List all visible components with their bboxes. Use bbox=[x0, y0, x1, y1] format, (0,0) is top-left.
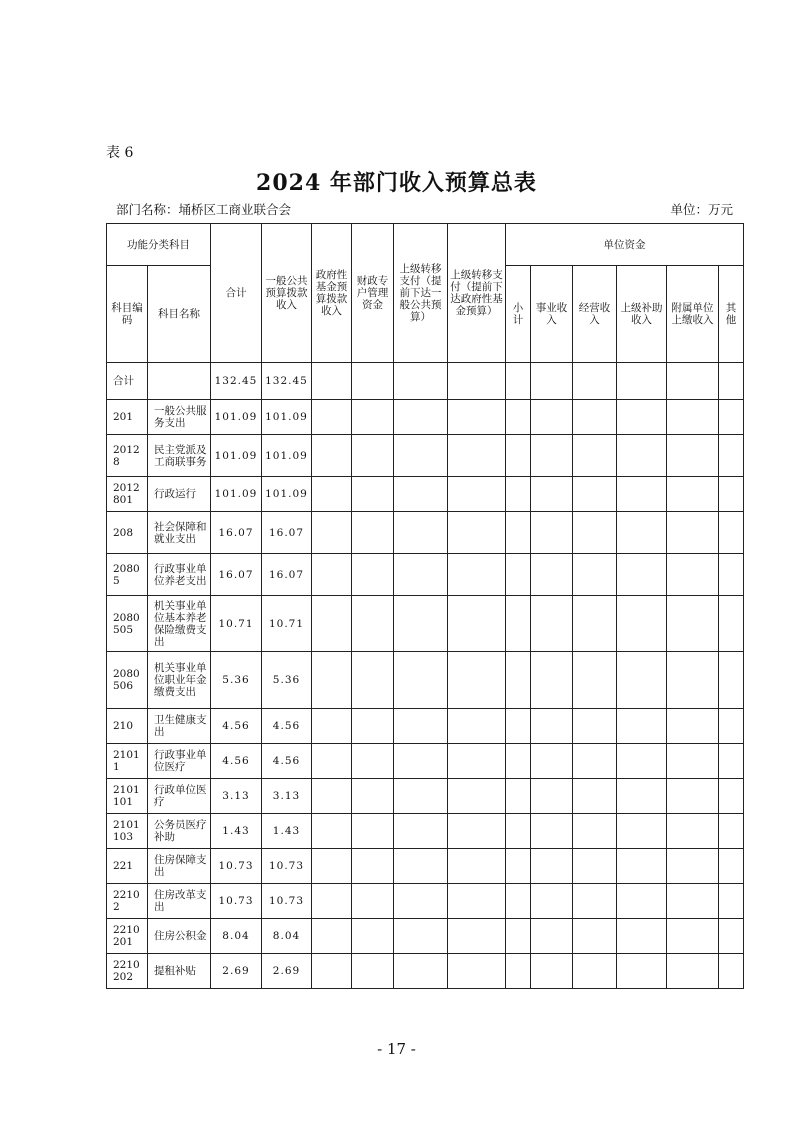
row-code: 22102 bbox=[107, 884, 148, 919]
header-category-group: 功能分类科目 bbox=[107, 224, 211, 266]
row-transfer-gov-fund bbox=[448, 814, 506, 849]
row-fiscal-special bbox=[352, 596, 394, 652]
row-total: 10.71 bbox=[211, 596, 262, 652]
row-business-income bbox=[531, 435, 573, 477]
row-name: 住房改革支出 bbox=[148, 884, 211, 919]
row-general-budget: 16.07 bbox=[262, 512, 312, 554]
row-code: 2080505 bbox=[107, 596, 148, 652]
row-other bbox=[719, 814, 744, 849]
row-business-income bbox=[531, 512, 573, 554]
row-name: 公务员医疗补助 bbox=[148, 814, 211, 849]
row-upper-subsidy bbox=[617, 363, 667, 400]
row-subtotal bbox=[506, 709, 531, 744]
row-fiscal-special bbox=[352, 919, 394, 954]
table-row bbox=[107, 512, 744, 554]
row-general-budget: 101.09 bbox=[262, 477, 312, 512]
row-business-income bbox=[531, 596, 573, 652]
row-gov-fund bbox=[312, 477, 352, 512]
row-transfer-gov-fund bbox=[448, 744, 506, 779]
row-business-income bbox=[531, 919, 573, 954]
row-upper-subsidy bbox=[617, 884, 667, 919]
row-affiliated-income bbox=[667, 596, 719, 652]
row-transfer-general bbox=[394, 884, 448, 919]
header-operating-income: 经营收入 bbox=[573, 266, 617, 363]
row-subtotal bbox=[506, 554, 531, 596]
header-fiscal-special: 财政专户管理资金 bbox=[352, 224, 394, 363]
row-fiscal-special bbox=[352, 435, 394, 477]
row-business-income bbox=[531, 849, 573, 884]
row-gov-fund bbox=[312, 849, 352, 884]
row-total: 132.45 bbox=[211, 363, 262, 400]
row-gov-fund bbox=[312, 435, 352, 477]
row-name: 行政运行 bbox=[148, 477, 211, 512]
row-total: 4.56 bbox=[211, 744, 262, 779]
row-operating-income bbox=[573, 652, 617, 709]
page-title: 2024 年部门收入预算总表 bbox=[256, 170, 537, 196]
row-business-income bbox=[531, 814, 573, 849]
row-total: 101.09 bbox=[211, 435, 262, 477]
row-fiscal-special bbox=[352, 849, 394, 884]
row-name: 社会保障和就业支出 bbox=[148, 512, 211, 554]
row-code: 208 bbox=[107, 512, 148, 554]
row-fiscal-special bbox=[352, 779, 394, 814]
row-affiliated-income bbox=[667, 709, 719, 744]
row-total: 3.13 bbox=[211, 779, 262, 814]
row-upper-subsidy bbox=[617, 477, 667, 512]
row-affiliated-income bbox=[667, 435, 719, 477]
row-gov-fund bbox=[312, 596, 352, 652]
row-transfer-general bbox=[394, 652, 448, 709]
row-operating-income bbox=[573, 884, 617, 919]
row-code: 20128 bbox=[107, 435, 148, 477]
row-other bbox=[719, 849, 744, 884]
row-fiscal-special bbox=[352, 884, 394, 919]
row-code: 210 bbox=[107, 709, 148, 744]
row-gov-fund bbox=[312, 512, 352, 554]
row-subtotal bbox=[506, 512, 531, 554]
table-row bbox=[107, 596, 744, 652]
row-gov-fund bbox=[312, 954, 352, 989]
row-fiscal-special bbox=[352, 554, 394, 596]
row-transfer-gov-fund bbox=[448, 554, 506, 596]
department-name: 部门名称：埇桥区工商业联合会 bbox=[116, 202, 292, 217]
row-business-income bbox=[531, 652, 573, 709]
row-subtotal bbox=[506, 884, 531, 919]
row-transfer-gov-fund bbox=[448, 512, 506, 554]
table-label: 表 6 bbox=[106, 145, 134, 161]
row-other bbox=[719, 779, 744, 814]
table-row bbox=[107, 884, 744, 919]
row-name: 卫生健康支出 bbox=[148, 709, 211, 744]
row-operating-income bbox=[573, 512, 617, 554]
row-business-income bbox=[531, 477, 573, 512]
table-row bbox=[107, 435, 744, 477]
row-other bbox=[719, 744, 744, 779]
row-name: 行政事业单位医疗 bbox=[148, 744, 211, 779]
row-name: 机关事业单位基本养老保险缴费支出 bbox=[148, 596, 211, 652]
row-code: 2101101 bbox=[107, 779, 148, 814]
row-gov-fund bbox=[312, 744, 352, 779]
row-code: 2210202 bbox=[107, 954, 148, 989]
row-upper-subsidy bbox=[617, 779, 667, 814]
budget-table bbox=[106, 223, 744, 989]
row-gov-fund bbox=[312, 814, 352, 849]
row-total: 4.56 bbox=[211, 709, 262, 744]
row-general-budget: 4.56 bbox=[262, 709, 312, 744]
row-upper-subsidy bbox=[617, 954, 667, 989]
row-transfer-general bbox=[394, 363, 448, 400]
row-general-budget: 5.36 bbox=[262, 652, 312, 709]
table-row bbox=[107, 814, 744, 849]
row-code: 221 bbox=[107, 849, 148, 884]
row-general-budget: 2.69 bbox=[262, 954, 312, 989]
table-row bbox=[107, 954, 744, 989]
row-affiliated-income bbox=[667, 884, 719, 919]
row-transfer-gov-fund bbox=[448, 779, 506, 814]
row-upper-subsidy bbox=[617, 512, 667, 554]
row-general-budget: 10.71 bbox=[262, 596, 312, 652]
row-code: 201 bbox=[107, 400, 148, 435]
row-upper-subsidy bbox=[617, 400, 667, 435]
table-row bbox=[107, 363, 744, 400]
header-code: 科目编码 bbox=[107, 266, 148, 363]
row-affiliated-income bbox=[667, 919, 719, 954]
table-row bbox=[107, 709, 744, 744]
row-subtotal bbox=[506, 744, 531, 779]
row-business-income bbox=[531, 400, 573, 435]
row-operating-income bbox=[573, 919, 617, 954]
row-code: 2210201 bbox=[107, 919, 148, 954]
row-transfer-gov-fund bbox=[448, 400, 506, 435]
row-operating-income bbox=[573, 477, 617, 512]
table-row bbox=[107, 779, 744, 814]
row-other bbox=[719, 596, 744, 652]
row-total: 8.04 bbox=[211, 919, 262, 954]
row-gov-fund bbox=[312, 709, 352, 744]
row-name: 机关事业单位职业年金缴费支出 bbox=[148, 652, 211, 709]
row-general-budget: 101.09 bbox=[262, 400, 312, 435]
row-total: 1.43 bbox=[211, 814, 262, 849]
row-affiliated-income bbox=[667, 849, 719, 884]
row-gov-fund bbox=[312, 363, 352, 400]
row-subtotal bbox=[506, 954, 531, 989]
row-subtotal bbox=[506, 919, 531, 954]
row-other bbox=[719, 884, 744, 919]
table-row bbox=[107, 477, 744, 512]
row-operating-income bbox=[573, 849, 617, 884]
row-business-income bbox=[531, 884, 573, 919]
row-operating-income bbox=[573, 744, 617, 779]
row-transfer-general bbox=[394, 596, 448, 652]
row-subtotal bbox=[506, 652, 531, 709]
row-gov-fund bbox=[312, 554, 352, 596]
header-unit-funds: 单位资金 bbox=[506, 224, 744, 266]
row-subtotal bbox=[506, 814, 531, 849]
row-name: 住房保障支出 bbox=[148, 849, 211, 884]
row-business-income bbox=[531, 554, 573, 596]
row-fiscal-special bbox=[352, 477, 394, 512]
row-transfer-general bbox=[394, 400, 448, 435]
row-transfer-general bbox=[394, 435, 448, 477]
row-upper-subsidy bbox=[617, 435, 667, 477]
table-row bbox=[107, 919, 744, 954]
row-general-budget: 16.07 bbox=[262, 554, 312, 596]
table-row bbox=[107, 849, 744, 884]
row-operating-income bbox=[573, 400, 617, 435]
page-number: - 17 - bbox=[377, 1040, 416, 1058]
row-transfer-gov-fund bbox=[448, 477, 506, 512]
row-affiliated-income bbox=[667, 512, 719, 554]
row-transfer-gov-fund bbox=[448, 652, 506, 709]
row-other bbox=[719, 400, 744, 435]
header-name: 科目名称 bbox=[148, 266, 211, 363]
row-transfer-general bbox=[394, 477, 448, 512]
row-fiscal-special bbox=[352, 400, 394, 435]
header-subtotal: 小计 bbox=[506, 266, 531, 363]
row-general-budget: 3.13 bbox=[262, 779, 312, 814]
header-upper-subsidy: 上级补助收入 bbox=[617, 266, 667, 363]
row-general-budget: 132.45 bbox=[262, 363, 312, 400]
row-total: 16.07 bbox=[211, 512, 262, 554]
row-fiscal-special bbox=[352, 709, 394, 744]
table-row bbox=[107, 400, 744, 435]
row-transfer-general bbox=[394, 709, 448, 744]
row-general-budget: 10.73 bbox=[262, 849, 312, 884]
header-transfer-gov-fund: 上级转移支付（提前下达政府性基金预算） bbox=[448, 224, 506, 363]
row-total: 5.36 bbox=[211, 652, 262, 709]
row-business-income bbox=[531, 779, 573, 814]
row-other bbox=[719, 512, 744, 554]
row-other bbox=[719, 435, 744, 477]
row-business-income bbox=[531, 744, 573, 779]
header-total: 合计 bbox=[211, 224, 262, 363]
row-operating-income bbox=[573, 954, 617, 989]
row-name: 民主党派及工商联事务 bbox=[148, 435, 211, 477]
row-name: 行政单位医疗 bbox=[148, 779, 211, 814]
row-fiscal-special bbox=[352, 652, 394, 709]
row-upper-subsidy bbox=[617, 814, 667, 849]
row-transfer-general bbox=[394, 814, 448, 849]
row-code: 2101103 bbox=[107, 814, 148, 849]
row-other bbox=[719, 709, 744, 744]
row-transfer-gov-fund bbox=[448, 954, 506, 989]
row-operating-income bbox=[573, 554, 617, 596]
row-gov-fund bbox=[312, 919, 352, 954]
row-affiliated-income bbox=[667, 363, 719, 400]
header-general-budget: 一般公共预算拨款收入 bbox=[262, 224, 312, 363]
table-row bbox=[107, 744, 744, 779]
row-other bbox=[719, 954, 744, 989]
row-code: 2012801 bbox=[107, 477, 148, 512]
row-upper-subsidy bbox=[617, 744, 667, 779]
row-total: 2.69 bbox=[211, 954, 262, 989]
row-affiliated-income bbox=[667, 814, 719, 849]
row-operating-income bbox=[573, 435, 617, 477]
row-code: 21011 bbox=[107, 744, 148, 779]
row-general-budget: 101.09 bbox=[262, 435, 312, 477]
row-transfer-gov-fund bbox=[448, 849, 506, 884]
row-affiliated-income bbox=[667, 954, 719, 989]
row-fiscal-special bbox=[352, 814, 394, 849]
header-row-1 bbox=[107, 224, 744, 266]
row-upper-subsidy bbox=[617, 919, 667, 954]
row-gov-fund bbox=[312, 884, 352, 919]
row-transfer-general bbox=[394, 954, 448, 989]
row-subtotal bbox=[506, 596, 531, 652]
row-operating-income bbox=[573, 709, 617, 744]
row-upper-subsidy bbox=[617, 554, 667, 596]
row-upper-subsidy bbox=[617, 849, 667, 884]
header-other: 其他 bbox=[719, 266, 744, 363]
row-general-budget: 10.73 bbox=[262, 884, 312, 919]
row-transfer-general bbox=[394, 779, 448, 814]
row-other bbox=[719, 554, 744, 596]
row-affiliated-income bbox=[667, 554, 719, 596]
row-subtotal bbox=[506, 849, 531, 884]
row-affiliated-income bbox=[667, 779, 719, 814]
row-name: 一般公共服务支出 bbox=[148, 400, 211, 435]
row-fiscal-special bbox=[352, 954, 394, 989]
row-subtotal bbox=[506, 363, 531, 400]
row-general-budget: 1.43 bbox=[262, 814, 312, 849]
row-business-income bbox=[531, 363, 573, 400]
row-name bbox=[148, 363, 211, 400]
row-subtotal bbox=[506, 779, 531, 814]
row-operating-income bbox=[573, 779, 617, 814]
row-gov-fund bbox=[312, 652, 352, 709]
row-general-budget: 8.04 bbox=[262, 919, 312, 954]
row-subtotal bbox=[506, 400, 531, 435]
row-operating-income bbox=[573, 596, 617, 652]
row-code: 20805 bbox=[107, 554, 148, 596]
row-total: 10.73 bbox=[211, 884, 262, 919]
row-code: 合计 bbox=[107, 363, 148, 400]
row-total: 101.09 bbox=[211, 400, 262, 435]
row-gov-fund bbox=[312, 400, 352, 435]
row-transfer-gov-fund bbox=[448, 363, 506, 400]
row-business-income bbox=[531, 954, 573, 989]
row-transfer-general bbox=[394, 512, 448, 554]
header-transfer-general: 上级转移支付（提前下达一般公共预算） bbox=[394, 224, 448, 363]
row-other bbox=[719, 919, 744, 954]
row-transfer-gov-fund bbox=[448, 884, 506, 919]
row-subtotal bbox=[506, 435, 531, 477]
table-row bbox=[107, 554, 744, 596]
row-name: 行政事业单位养老支出 bbox=[148, 554, 211, 596]
header-business-income: 事业收入 bbox=[531, 266, 573, 363]
row-transfer-gov-fund bbox=[448, 919, 506, 954]
row-other bbox=[719, 652, 744, 709]
row-name: 提租补贴 bbox=[148, 954, 211, 989]
row-subtotal bbox=[506, 477, 531, 512]
row-transfer-gov-fund bbox=[448, 709, 506, 744]
row-total: 101.09 bbox=[211, 477, 262, 512]
row-business-income bbox=[531, 709, 573, 744]
row-affiliated-income bbox=[667, 744, 719, 779]
row-transfer-gov-fund bbox=[448, 435, 506, 477]
row-upper-subsidy bbox=[617, 596, 667, 652]
row-affiliated-income bbox=[667, 477, 719, 512]
row-operating-income bbox=[573, 814, 617, 849]
row-transfer-general bbox=[394, 554, 448, 596]
row-other bbox=[719, 477, 744, 512]
header-gov-fund: 政府性基金预算拨款收入 bbox=[312, 224, 352, 363]
row-fiscal-special bbox=[352, 363, 394, 400]
row-operating-income bbox=[573, 363, 617, 400]
row-upper-subsidy bbox=[617, 709, 667, 744]
table-row bbox=[107, 652, 744, 709]
row-total: 10.73 bbox=[211, 849, 262, 884]
row-transfer-gov-fund bbox=[448, 596, 506, 652]
row-total: 16.07 bbox=[211, 554, 262, 596]
unit-label: 单位：万元 bbox=[670, 202, 733, 217]
header-affiliated-income: 附属单位上缴收入 bbox=[667, 266, 719, 363]
row-affiliated-income bbox=[667, 400, 719, 435]
row-name: 住房公积金 bbox=[148, 919, 211, 954]
row-transfer-general bbox=[394, 744, 448, 779]
row-code: 2080506 bbox=[107, 652, 148, 709]
row-gov-fund bbox=[312, 779, 352, 814]
row-transfer-general bbox=[394, 849, 448, 884]
row-transfer-general bbox=[394, 919, 448, 954]
row-fiscal-special bbox=[352, 744, 394, 779]
row-fiscal-special bbox=[352, 512, 394, 554]
row-affiliated-income bbox=[667, 652, 719, 709]
row-upper-subsidy bbox=[617, 652, 667, 709]
row-other bbox=[719, 363, 744, 400]
row-general-budget: 4.56 bbox=[262, 744, 312, 779]
